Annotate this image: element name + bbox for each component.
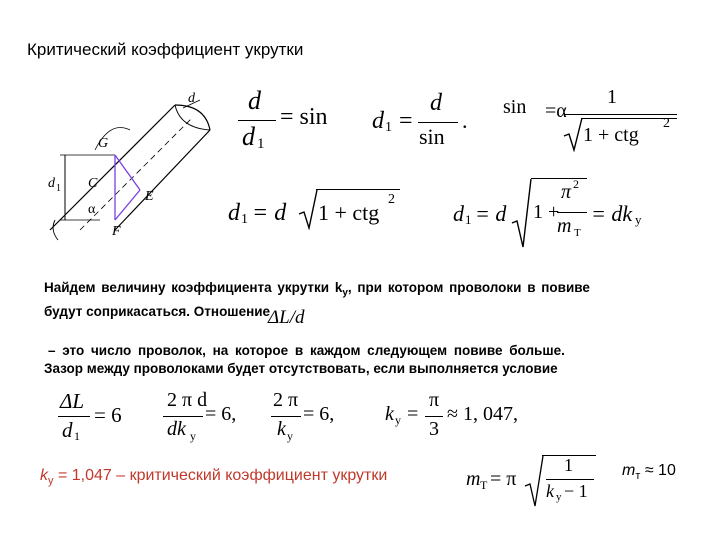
label-E: E (145, 189, 154, 204)
label-F: F (112, 224, 121, 239)
wire-diagram (40, 90, 230, 250)
paragraph-2 (44, 342, 704, 378)
ratio-delta-l-over-d: ΔL/d (268, 307, 305, 328)
condition-4: k y = π 3 ≈ 1, 047, (385, 389, 518, 440)
condition-1: ΔL d 1 = 6 (60, 389, 122, 443)
page-title: Критический коэффициент укрутки (27, 40, 304, 59)
label-d: d (188, 91, 195, 106)
formula-d1-dky: d 1 = d 1 + π 2 m T = dk y (453, 175, 653, 250)
paragraph-1-line-2: будут соприкасаться. Отношение (44, 303, 271, 319)
paragraph-1-line-1: Найдем величину коэффициента укрутки $k_y$, при котором проволоки в повиве (44, 280, 590, 299)
label-G: G (98, 136, 109, 151)
paragraph-2-line-2: Зазор между проволоками будет отсутствовать, если выполняется условие (44, 361, 558, 376)
condition-3: 2 π k y = 6, (273, 389, 335, 443)
paragraph-1 (44, 279, 694, 321)
result-text: $k_y = 1,047$ – критический коэффициент укрутки (40, 467, 388, 488)
radical-sign (563, 116, 583, 152)
radical-sign-3 (511, 177, 533, 249)
formula-sin: sin =α 1 1 + ctg 2 (503, 86, 683, 156)
label-d1: d (48, 176, 55, 191)
formula-d-over-d1: d d 1 = sin (238, 86, 338, 156)
mt-approx: $m_т \approx 10$ (622, 462, 676, 483)
condition-2: 2 π d dk y = 6, (163, 389, 253, 449)
formula-d1-sqrt: d 1 = d 1 + ctg 2 (228, 186, 408, 232)
formula-mt: m T = π 1 k y − 1 (466, 452, 606, 522)
label-d1-sub: 1 (56, 183, 61, 194)
label-C: C (88, 176, 98, 191)
radical-sign-4 (524, 454, 544, 508)
label-alpha: α (88, 202, 96, 217)
radical-sign-2 (298, 188, 318, 230)
paragraph-2-line-1: – это число проволок, на которое в каждом следующем повиве больше. (48, 343, 565, 358)
formula-d1-eq: d 1 = d sin . (372, 90, 468, 149)
